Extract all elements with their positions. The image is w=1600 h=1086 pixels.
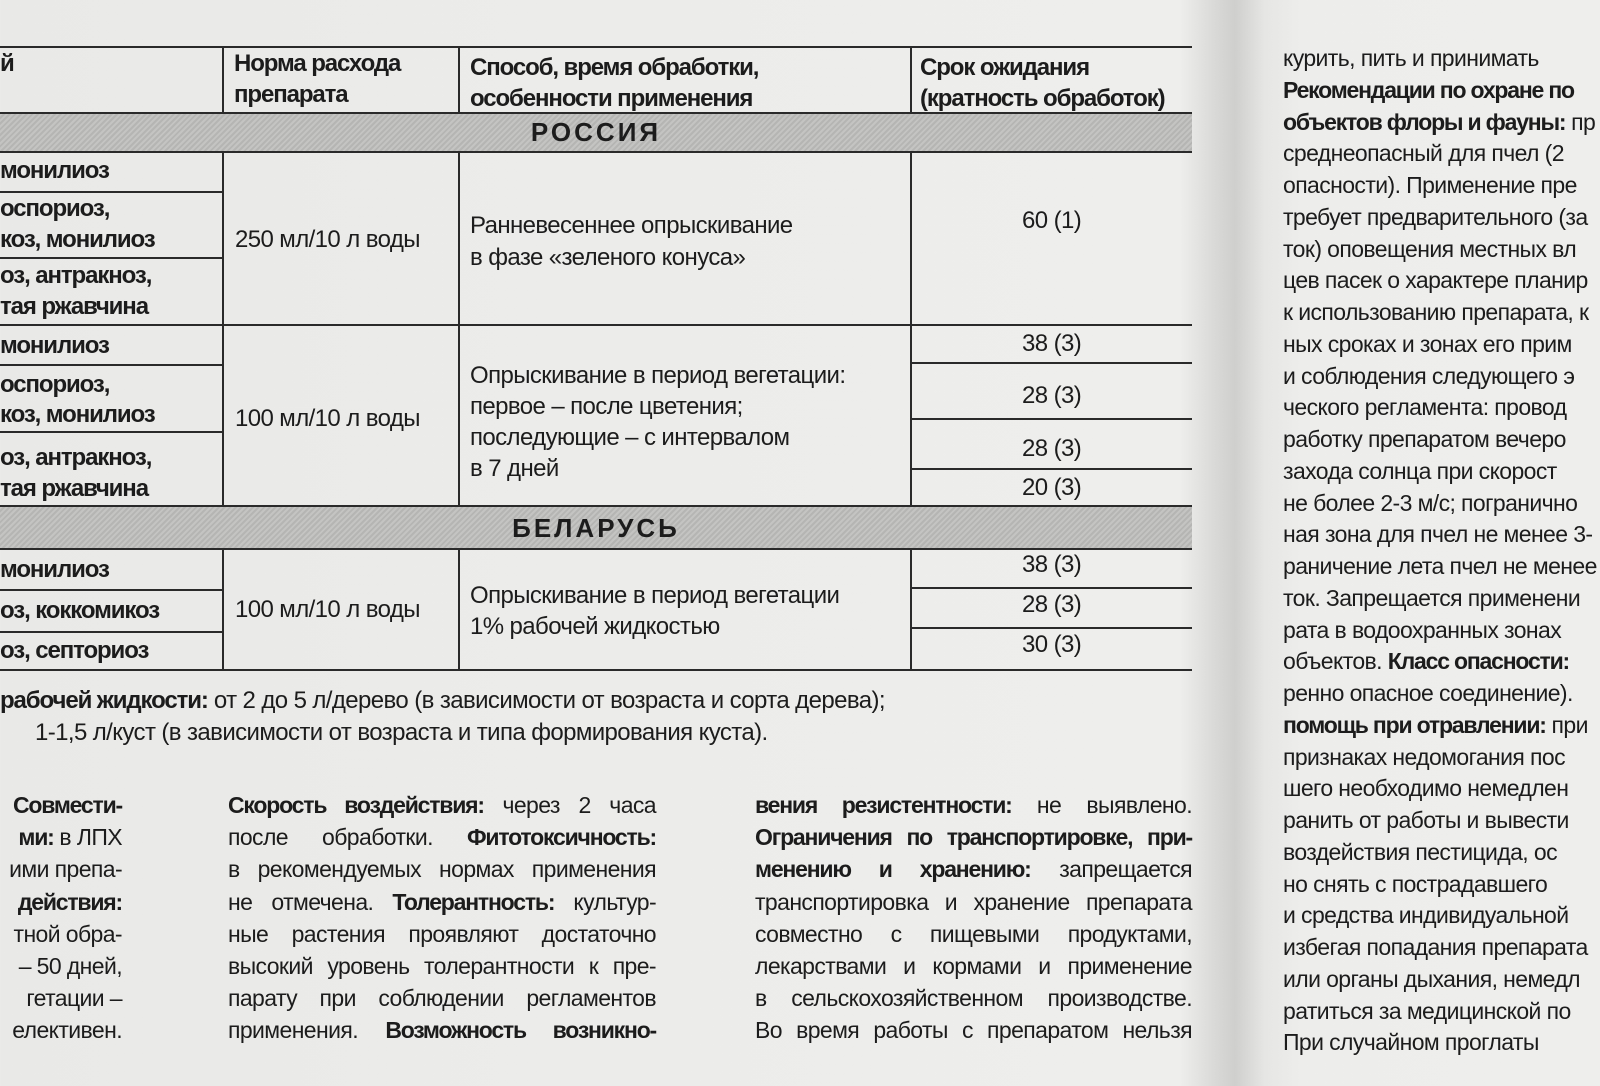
text-line	[0, 886, 122, 918]
bold-term: Возможность возникно-	[385, 1017, 656, 1044]
text-line	[1283, 741, 1600, 773]
bold-term: менению и хранению:	[755, 856, 1031, 883]
text-line	[1283, 487, 1600, 519]
disease-cell: коз, монилиоз	[0, 226, 155, 253]
text-line	[1283, 518, 1600, 550]
waiting-cell: 28 (3)	[1022, 382, 1082, 409]
waiting-cell: 60 (1)	[1022, 207, 1082, 234]
text-line	[0, 918, 122, 950]
row-divider	[0, 364, 222, 366]
text-line	[755, 853, 1192, 885]
text-span: ратиться за медицинской по	[1283, 997, 1571, 1024]
text-span: объектов.	[1283, 648, 1388, 675]
column-divider	[222, 548, 224, 670]
text-line	[228, 982, 656, 1014]
text-line	[228, 950, 656, 982]
method-cell: в фазе «зеленого конуса»	[470, 244, 746, 271]
text-span: цев пасек о характере планир	[1283, 267, 1588, 294]
row-divider	[910, 418, 1192, 420]
text-line	[1283, 169, 1600, 201]
disease-cell: тая ржавчина	[0, 475, 148, 502]
text-span: курить, пить и принимать	[1283, 45, 1539, 71]
text-span: и средства индивидуальной	[1283, 902, 1569, 929]
bold-term: Фитотоксичность:	[466, 824, 656, 851]
row-divider	[0, 631, 222, 633]
header-waiting: (кратность обработок)	[920, 85, 1165, 112]
text-line	[1283, 360, 1600, 392]
waiting-cell: 28 (3)	[1022, 591, 1082, 618]
text-line	[1283, 677, 1600, 709]
consumption-note	[0, 685, 885, 716]
text-span: но снять с пострадавшего	[1283, 870, 1548, 897]
text-span: При случайном проглаты	[1283, 1029, 1539, 1056]
text-span: к использованию препарата, к	[1283, 299, 1589, 325]
text-span: ими препа-	[9, 856, 122, 883]
text-line	[1283, 328, 1600, 360]
waiting-cell: 28 (3)	[1022, 435, 1082, 462]
waiting-cell: 38 (3)	[1022, 330, 1082, 357]
text-span: шего необходимо немедлен	[1283, 775, 1569, 802]
bold-term: вения резистентности:	[755, 792, 1012, 818]
text-span: тной обра-	[13, 920, 122, 947]
consumption-note-line2: 1-1,5 л/куст (в зависимости от возраста и типа формирования куста).	[35, 719, 768, 746]
text-span: воздействия пестицида, ос	[1283, 838, 1557, 865]
disease-cell: монилиоз	[0, 332, 109, 359]
text-line	[1283, 614, 1600, 646]
text-span: ренно опасное соединение).	[1283, 680, 1573, 706]
text-line	[1283, 645, 1600, 677]
column-divider	[910, 46, 912, 113]
text-span: не отмечена.	[228, 888, 393, 915]
text-span: через 2 часа	[483, 792, 656, 818]
text-line	[1283, 931, 1600, 963]
text-span: ных сроках и зонах его прим	[1283, 330, 1572, 357]
text-line	[1283, 264, 1600, 296]
text-span: ческого регламента: провод	[1283, 394, 1567, 421]
header-method: Способ, время обработки,	[470, 54, 759, 81]
text-line	[1283, 582, 1600, 614]
disease-cell: монилиоз	[0, 157, 109, 184]
text-span: опасности). Применение пре	[1283, 172, 1577, 198]
bold-term: действия:	[17, 888, 122, 915]
text-span: раничение лета пчел не менее	[1283, 553, 1597, 579]
disease-cell: тая ржавчина	[0, 293, 148, 320]
text-line	[1283, 233, 1600, 265]
text-line	[1283, 836, 1600, 868]
bold-term: Класс опасности:	[1387, 648, 1569, 675]
method-cell: первое – после цветения;	[470, 393, 743, 420]
text-span: ные растения проявляют достаточно	[228, 920, 656, 947]
bold-term: Ограничения по транспортировке, при-	[755, 824, 1192, 851]
method-cell: 1% рабочей жидкостью	[470, 613, 720, 640]
text-span: культур-	[554, 888, 657, 915]
text-line	[755, 789, 1192, 821]
text-span: захода солнца при скорост	[1283, 457, 1557, 484]
text-span: работку препаратом вечеро	[1283, 426, 1566, 452]
column-divider	[458, 46, 460, 113]
text-span: запрещается	[1030, 856, 1192, 883]
text-span: не более 2-3 м/с; пограничнo	[1283, 489, 1578, 516]
text-line	[755, 918, 1192, 950]
text-line	[1283, 772, 1600, 804]
bold-term: Рекомендации по охране по	[1283, 76, 1574, 103]
text-line	[0, 1014, 122, 1046]
text-line	[0, 950, 122, 982]
column-divider	[458, 548, 460, 670]
text-line	[1283, 137, 1600, 169]
disease-cell: оз, антракноз,	[0, 444, 152, 471]
text-line	[228, 789, 656, 821]
method-cell: Опрыскивание в период вегетации:	[470, 362, 846, 389]
text-line	[1283, 423, 1600, 455]
column-divider	[222, 151, 224, 507]
column-divider	[458, 151, 460, 507]
text-line	[1283, 963, 1600, 995]
bold-term: помощь при отравлении:	[1283, 711, 1546, 738]
text-span: избегая попадания препарата	[1283, 934, 1588, 960]
text-span: и соблюдения следующего э	[1283, 362, 1575, 389]
bold-term: Совмести-	[12, 792, 122, 818]
text-line	[0, 853, 122, 885]
consumption-label: рабочей жидкости:	[0, 687, 208, 714]
disease-cell: оз, септориоз	[0, 637, 149, 664]
method-cell: в 7 дней	[470, 455, 559, 482]
text-span: ранить от работы и вывести	[1283, 807, 1569, 833]
text-line	[755, 886, 1192, 918]
text-line	[755, 821, 1192, 853]
text-span: гетации –	[26, 985, 122, 1012]
text-line	[755, 1014, 1192, 1046]
text-span: после обработки.	[228, 824, 467, 851]
consumption-text: от 2 до 5 л/дерево (в зависимости от возраста и сорта дерева);	[207, 687, 885, 714]
table-border	[0, 548, 1192, 550]
text-line	[755, 982, 1192, 1014]
table-border	[0, 669, 1192, 671]
text-span: парату при соблюдении регламентов	[228, 985, 656, 1012]
text-line	[1283, 1026, 1600, 1058]
text-line	[1283, 709, 1600, 741]
disease-cell: оспориоз,	[0, 371, 110, 398]
header-rate: Норма расхода	[234, 50, 401, 77]
rate-cell: 100 мл/10 л воды	[235, 405, 420, 432]
text-line	[1283, 804, 1600, 836]
table-border	[0, 46, 1192, 48]
bold-term: объектов флоры и фауны:	[1283, 108, 1566, 135]
text-span: требует предварительного (за	[1283, 203, 1588, 230]
text-line	[228, 918, 656, 950]
waiting-cell: 38 (3)	[1022, 551, 1082, 578]
header-disease: й	[0, 50, 14, 77]
disease-cell: оз, коккомикоз	[0, 597, 160, 624]
bold-term: Скорость воздействия:	[228, 792, 484, 818]
text-span: транспортировка и хранение препарата	[755, 888, 1192, 915]
text-line	[1283, 201, 1600, 233]
text-line	[0, 821, 122, 853]
text-span: при	[1545, 711, 1588, 738]
text-span: в ЛПХ	[53, 824, 122, 851]
text-line	[1283, 391, 1600, 423]
text-span: рата в водоохранных зонах	[1283, 616, 1562, 643]
text-span: Во время работы с препаратом нельзя	[755, 1017, 1192, 1044]
text-line	[755, 950, 1192, 982]
row-divider	[0, 589, 222, 591]
text-line	[1283, 550, 1600, 582]
text-line	[228, 853, 656, 885]
section-title-russia: РОССИЯ	[530, 117, 662, 147]
text-line	[1283, 42, 1600, 74]
text-span: в сельскохозяйственном производстве.	[755, 985, 1192, 1012]
text-span: – 50 дней,	[18, 953, 122, 979]
column-divider	[910, 548, 912, 670]
text-span: елективен.	[12, 1017, 122, 1044]
text-line	[1283, 106, 1600, 138]
text-line	[1283, 995, 1600, 1027]
disease-cell: монилиоз	[0, 556, 109, 583]
header-rate: препарата	[234, 81, 348, 108]
table-border	[0, 151, 1192, 153]
text-span: применения.	[228, 1017, 386, 1044]
row-divider	[0, 431, 222, 433]
text-line	[0, 789, 122, 821]
column-divider	[910, 151, 912, 507]
text-line	[228, 821, 656, 853]
row-divider	[910, 362, 1192, 364]
text-span: лекарствами и кормами и применение	[755, 953, 1192, 979]
text-span: в рекомендуемых нормах применения	[228, 856, 656, 883]
column-divider	[222, 46, 224, 113]
text-line	[228, 886, 656, 918]
text-line	[0, 982, 122, 1014]
text-span: или органы дыхания, немедл	[1283, 965, 1580, 992]
row-divider	[910, 468, 1192, 470]
header-method: особенности применения	[470, 85, 753, 112]
text-span: высокий уровень толерантности к пре-	[228, 953, 656, 979]
text-span: не выявлено.	[1011, 792, 1193, 818]
text-line	[228, 1014, 656, 1046]
text-span: пр	[1565, 108, 1596, 135]
rate-cell: 250 мл/10 л воды	[235, 226, 420, 253]
waiting-cell: 20 (3)	[1022, 474, 1082, 501]
disease-cell: коз, монилиоз	[0, 401, 155, 428]
row-divider	[0, 257, 222, 259]
section-title-belarus: БЕЛАРУСЬ	[512, 513, 680, 543]
method-cell: последующие – с интервалом	[470, 424, 790, 451]
text-line	[1283, 296, 1600, 328]
text-span: ток) оповещения местных вл	[1283, 235, 1577, 262]
method-cell: Ранневесеннее опрыскивание	[470, 212, 793, 239]
disease-cell: оз, антракноз,	[0, 262, 152, 289]
text-span: совместно с пищевыми продуктами,	[755, 920, 1192, 947]
bold-term: Толерантность:	[392, 888, 555, 915]
text-span: признаках недомогания пос	[1283, 743, 1566, 770]
text-line	[1283, 899, 1600, 931]
rate-cell: 100 мл/10 л воды	[235, 596, 420, 623]
text-line	[1283, 74, 1600, 106]
disease-cell: оспориоз,	[0, 195, 110, 222]
text-line	[1283, 868, 1600, 900]
text-line	[1283, 455, 1600, 487]
header-waiting: Срок ожидания	[920, 54, 1089, 81]
text-span: среднеопасный для пчел (2	[1283, 140, 1564, 167]
text-span: ток. Запрещается применени	[1283, 584, 1581, 611]
row-divider	[0, 324, 1192, 326]
bold-term: ми:	[18, 824, 54, 851]
method-cell: Опрыскивание в период вегетации	[470, 582, 840, 609]
waiting-cell: 30 (3)	[1022, 631, 1082, 658]
text-span: ная зона для пчел не менее 3-	[1283, 521, 1593, 548]
